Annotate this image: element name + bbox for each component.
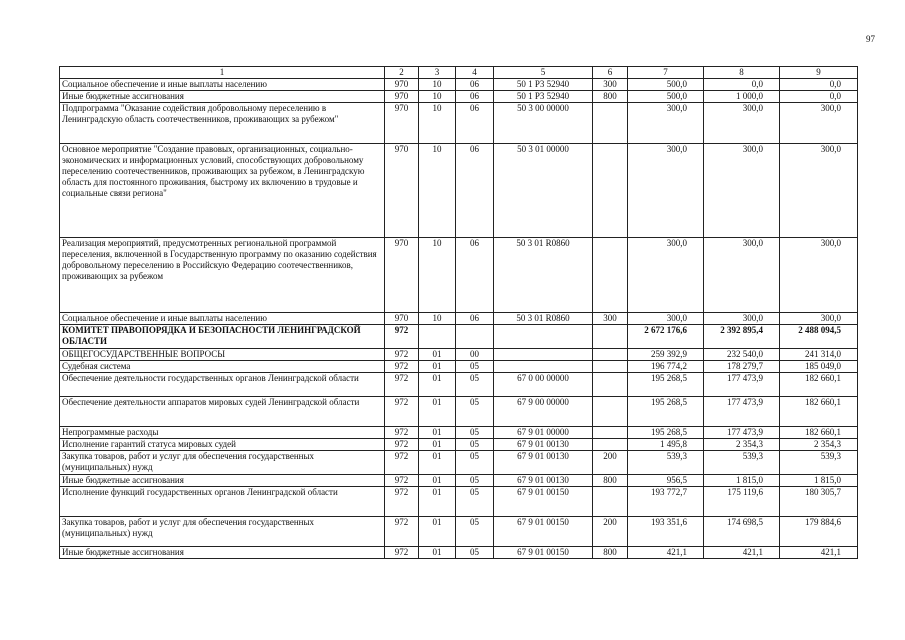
subsection-cell: 06 bbox=[456, 91, 494, 103]
header-cell: 1 bbox=[60, 67, 385, 79]
target-article-cell: 50 1 Р3 52940 bbox=[494, 79, 593, 91]
amount-col7-cell: 195 268,5 bbox=[628, 427, 704, 439]
amount-col8-cell: 1 000,0 bbox=[704, 91, 780, 103]
amount-col8-cell: 1 815,0 bbox=[704, 475, 780, 487]
target-article-cell: 50 3 01 R0860 bbox=[494, 313, 593, 325]
table-row bbox=[60, 144, 858, 238]
subsection-cell: 05 bbox=[456, 487, 494, 517]
header-cell: 4 bbox=[456, 67, 494, 79]
amount-col9-cell: 182 660,1 bbox=[780, 397, 858, 427]
expense-type-cell: 200 bbox=[593, 451, 628, 475]
expense-type-cell bbox=[593, 103, 628, 144]
ministry-code-cell: 972 bbox=[385, 451, 419, 475]
row-name-cell: Иные бюджетные ассигнования bbox=[60, 547, 385, 559]
target-article-cell: 67 9 01 00130 bbox=[494, 439, 593, 451]
table-row bbox=[60, 373, 858, 397]
table-row bbox=[60, 547, 858, 559]
table-row bbox=[60, 103, 858, 144]
subsection-cell bbox=[456, 325, 494, 349]
ministry-code-cell: 970 bbox=[385, 103, 419, 144]
row-name-cell: Исполнение гарантий статуса мировых судей bbox=[60, 439, 385, 451]
table-row bbox=[60, 517, 858, 547]
ministry-code-cell: 972 bbox=[385, 487, 419, 517]
target-article-cell: 67 9 01 00150 bbox=[494, 547, 593, 559]
row-name-cell: Обеспечение деятельности аппаратов мировых судей Ленинградской области bbox=[60, 397, 385, 427]
table-row bbox=[60, 313, 858, 325]
section-cell: 01 bbox=[419, 349, 456, 361]
ministry-code-cell: 972 bbox=[385, 475, 419, 487]
expense-type-cell: 800 bbox=[593, 91, 628, 103]
section-cell: 01 bbox=[419, 517, 456, 547]
table-row bbox=[60, 475, 858, 487]
table-row bbox=[60, 361, 858, 373]
row-name-cell: Реализация мероприятий, предусмотренных региональной программой переселения, включенной в Государственную программу по оказанию содействия добровольному переселению в Российскую Федерацию соотечественников, проживающих за рубежом bbox=[60, 238, 385, 313]
target-article-cell: 50 3 01 00000 bbox=[494, 144, 593, 238]
table-row bbox=[60, 79, 858, 91]
amount-col7-cell: 2 672 176,6 bbox=[628, 325, 704, 349]
row-name-cell: Подпрограмма "Оказание содействия добровольному переселению в Ленинградскую область соотечественников, проживающих за рубежом" bbox=[60, 103, 385, 144]
row-name-cell: Закупка товаров, работ и услуг для обеспечения государственных (муниципальных) нужд bbox=[60, 517, 385, 547]
ministry-code-cell: 970 bbox=[385, 79, 419, 91]
row-name-cell: Социальное обеспечение и иные выплаты населению bbox=[60, 313, 385, 325]
target-article-cell: 67 9 01 00130 bbox=[494, 451, 593, 475]
ministry-code-cell: 972 bbox=[385, 325, 419, 349]
ministry-code-cell: 972 bbox=[385, 349, 419, 361]
expense-type-cell bbox=[593, 373, 628, 397]
section-cell: 01 bbox=[419, 475, 456, 487]
target-article-cell bbox=[494, 325, 593, 349]
section-cell: 10 bbox=[419, 238, 456, 313]
target-article-cell bbox=[494, 349, 593, 361]
section-cell: 01 bbox=[419, 547, 456, 559]
section-cell: 01 bbox=[419, 451, 456, 475]
row-name-cell: Исполнение функций государственных органов Ленинградской области bbox=[60, 487, 385, 517]
budget-table bbox=[59, 66, 858, 559]
amount-col8-cell: 177 473,9 bbox=[704, 373, 780, 397]
expense-type-cell bbox=[593, 238, 628, 313]
amount-col9-cell: 0,0 bbox=[780, 91, 858, 103]
amount-col7-cell: 196 774,2 bbox=[628, 361, 704, 373]
subsection-cell: 05 bbox=[456, 451, 494, 475]
ministry-code-cell: 970 bbox=[385, 144, 419, 238]
expense-type-cell bbox=[593, 397, 628, 427]
target-article-cell: 67 9 01 00150 bbox=[494, 487, 593, 517]
expense-type-cell bbox=[593, 361, 628, 373]
ministry-code-cell: 972 bbox=[385, 517, 419, 547]
amount-col8-cell: 177 473,9 bbox=[704, 397, 780, 427]
header-cell: 6 bbox=[593, 67, 628, 79]
header-cell: 9 bbox=[780, 67, 858, 79]
row-name-cell: Обеспечение деятельности государственных органов Ленинградской области bbox=[60, 373, 385, 397]
subsection-cell: 05 bbox=[456, 439, 494, 451]
section-cell: 10 bbox=[419, 91, 456, 103]
subsection-cell: 05 bbox=[456, 373, 494, 397]
subsection-cell: 06 bbox=[456, 144, 494, 238]
table-body bbox=[60, 67, 858, 559]
table-row bbox=[60, 427, 858, 439]
amount-col8-cell: 300,0 bbox=[704, 313, 780, 325]
amount-col7-cell: 193 772,7 bbox=[628, 487, 704, 517]
amount-col9-cell: 2 488 094,5 bbox=[780, 325, 858, 349]
expense-type-cell: 300 bbox=[593, 79, 628, 91]
row-name-cell: Непрограммные расходы bbox=[60, 427, 385, 439]
section-cell: 01 bbox=[419, 397, 456, 427]
amount-col7-cell: 193 351,6 bbox=[628, 517, 704, 547]
amount-col9-cell: 182 660,1 bbox=[780, 427, 858, 439]
section-cell bbox=[419, 325, 456, 349]
ministry-code-cell: 972 bbox=[385, 427, 419, 439]
amount-col7-cell: 300,0 bbox=[628, 103, 704, 144]
expense-type-cell: 300 bbox=[593, 313, 628, 325]
amount-col9-cell: 241 314,0 bbox=[780, 349, 858, 361]
expense-type-cell bbox=[593, 427, 628, 439]
table-row bbox=[60, 397, 858, 427]
target-article-cell: 50 1 Р3 52940 bbox=[494, 91, 593, 103]
subsection-cell: 05 bbox=[456, 427, 494, 439]
amount-col9-cell: 179 884,6 bbox=[780, 517, 858, 547]
row-name-cell: Закупка товаров, работ и услуг для обеспечения государственных (муниципальных) нужд bbox=[60, 451, 385, 475]
amount-col7-cell: 1 495,8 bbox=[628, 439, 704, 451]
header-cell: 7 bbox=[628, 67, 704, 79]
subsection-cell: 06 bbox=[456, 313, 494, 325]
amount-col8-cell: 174 698,5 bbox=[704, 517, 780, 547]
amount-col8-cell: 421,1 bbox=[704, 547, 780, 559]
subsection-cell: 05 bbox=[456, 547, 494, 559]
expense-type-cell bbox=[593, 325, 628, 349]
ministry-code-cell: 972 bbox=[385, 439, 419, 451]
row-name-cell: Основное мероприятие "Создание правовых, организационных, социально-экономических и информационных условий, способствующих добровольному переселению соотечественников, проживающих за рубежом, в Ленинградскую область для постоянного проживания, быстрому их включению в трудовые и социальные связи региона" bbox=[60, 144, 385, 238]
target-article-cell: 50 3 00 00000 bbox=[494, 103, 593, 144]
table-row bbox=[60, 451, 858, 475]
table-row bbox=[60, 349, 858, 361]
ministry-code-cell: 972 bbox=[385, 361, 419, 373]
subsection-cell: 05 bbox=[456, 475, 494, 487]
amount-col8-cell: 2 354,3 bbox=[704, 439, 780, 451]
subsection-cell: 06 bbox=[456, 79, 494, 91]
amount-col9-cell: 1 815,0 bbox=[780, 475, 858, 487]
expense-type-cell bbox=[593, 487, 628, 517]
amount-col9-cell: 185 049,0 bbox=[780, 361, 858, 373]
subsection-cell: 06 bbox=[456, 103, 494, 144]
row-name-cell: Иные бюджетные ассигнования bbox=[60, 475, 385, 487]
amount-col9-cell: 300,0 bbox=[780, 238, 858, 313]
amount-col8-cell: 232 540,0 bbox=[704, 349, 780, 361]
section-cell: 01 bbox=[419, 487, 456, 517]
section-cell: 10 bbox=[419, 79, 456, 91]
table-row bbox=[60, 487, 858, 517]
row-name-cell: Иные бюджетные ассигнования bbox=[60, 91, 385, 103]
section-cell: 01 bbox=[419, 373, 456, 397]
target-article-cell bbox=[494, 361, 593, 373]
section-cell: 10 bbox=[419, 144, 456, 238]
target-article-cell: 67 9 01 00150 bbox=[494, 517, 593, 547]
section-cell: 01 bbox=[419, 427, 456, 439]
amount-col7-cell: 195 268,5 bbox=[628, 397, 704, 427]
section-cell: 01 bbox=[419, 439, 456, 451]
row-name-cell: Судебная система bbox=[60, 361, 385, 373]
amount-col7-cell: 500,0 bbox=[628, 91, 704, 103]
amount-col8-cell: 300,0 bbox=[704, 238, 780, 313]
amount-col9-cell: 300,0 bbox=[780, 144, 858, 238]
amount-col9-cell: 180 305,7 bbox=[780, 487, 858, 517]
amount-col8-cell: 300,0 bbox=[704, 103, 780, 144]
amount-col7-cell: 421,1 bbox=[628, 547, 704, 559]
amount-col7-cell: 539,3 bbox=[628, 451, 704, 475]
target-article-cell: 67 0 00 00000 bbox=[494, 373, 593, 397]
subsection-cell: 05 bbox=[456, 517, 494, 547]
expense-type-cell bbox=[593, 349, 628, 361]
section-cell: 10 bbox=[419, 313, 456, 325]
header-cell: 8 bbox=[704, 67, 780, 79]
page-number: 97 bbox=[866, 34, 875, 44]
amount-col9-cell: 421,1 bbox=[780, 547, 858, 559]
target-article-cell: 67 9 00 00000 bbox=[494, 397, 593, 427]
amount-col8-cell: 177 473,9 bbox=[704, 427, 780, 439]
expense-type-cell bbox=[593, 439, 628, 451]
ministry-code-cell: 972 bbox=[385, 397, 419, 427]
expense-type-cell: 800 bbox=[593, 475, 628, 487]
subsection-cell: 00 bbox=[456, 349, 494, 361]
target-article-cell: 67 9 01 00000 bbox=[494, 427, 593, 439]
ministry-code-cell: 970 bbox=[385, 238, 419, 313]
amount-col8-cell: 539,3 bbox=[704, 451, 780, 475]
amount-col7-cell: 259 392,9 bbox=[628, 349, 704, 361]
subsection-cell: 05 bbox=[456, 397, 494, 427]
table-row bbox=[60, 91, 858, 103]
amount-col7-cell: 300,0 bbox=[628, 144, 704, 238]
row-name-cell: КОМИТЕТ ПРАВОПОРЯДКА И БЕЗОПАСНОСТИ ЛЕНИНГРАДСКОЙ ОБЛАСТИ bbox=[60, 325, 385, 349]
expense-type-cell bbox=[593, 144, 628, 238]
amount-col7-cell: 195 268,5 bbox=[628, 373, 704, 397]
expense-type-cell: 800 bbox=[593, 547, 628, 559]
amount-col8-cell: 0,0 bbox=[704, 79, 780, 91]
expense-type-cell: 200 bbox=[593, 517, 628, 547]
amount-col7-cell: 500,0 bbox=[628, 79, 704, 91]
row-name-cell: Социальное обеспечение и иные выплаты населению bbox=[60, 79, 385, 91]
amount-col9-cell: 2 354,3 bbox=[780, 439, 858, 451]
amount-col8-cell: 175 119,6 bbox=[704, 487, 780, 517]
ministry-code-cell: 970 bbox=[385, 313, 419, 325]
table-row bbox=[60, 439, 858, 451]
target-article-cell: 50 3 01 R0860 bbox=[494, 238, 593, 313]
amount-col9-cell: 300,0 bbox=[780, 313, 858, 325]
target-article-cell: 67 9 01 00130 bbox=[494, 475, 593, 487]
table-row bbox=[60, 325, 858, 349]
ministry-code-cell: 970 bbox=[385, 91, 419, 103]
amount-col7-cell: 300,0 bbox=[628, 313, 704, 325]
table-row bbox=[60, 238, 858, 313]
header-cell: 5 bbox=[494, 67, 593, 79]
ministry-code-cell: 972 bbox=[385, 547, 419, 559]
amount-col8-cell: 300,0 bbox=[704, 144, 780, 238]
row-name-cell: ОБЩЕГОСУДАРСТВЕННЫЕ ВОПРОСЫ bbox=[60, 349, 385, 361]
header-cell: 2 bbox=[385, 67, 419, 79]
amount-col8-cell: 2 392 895,4 bbox=[704, 325, 780, 349]
amount-col8-cell: 178 279,7 bbox=[704, 361, 780, 373]
amount-col9-cell: 0,0 bbox=[780, 79, 858, 91]
amount-col9-cell: 539,3 bbox=[780, 451, 858, 475]
header-cell: 3 bbox=[419, 67, 456, 79]
section-cell: 01 bbox=[419, 361, 456, 373]
ministry-code-cell: 972 bbox=[385, 373, 419, 397]
amount-col9-cell: 182 660,1 bbox=[780, 373, 858, 397]
amount-col7-cell: 300,0 bbox=[628, 238, 704, 313]
subsection-cell: 05 bbox=[456, 361, 494, 373]
section-cell: 10 bbox=[419, 103, 456, 144]
table-header-row bbox=[60, 67, 858, 79]
subsection-cell: 06 bbox=[456, 238, 494, 313]
amount-col7-cell: 956,5 bbox=[628, 475, 704, 487]
amount-col9-cell: 300,0 bbox=[780, 103, 858, 144]
